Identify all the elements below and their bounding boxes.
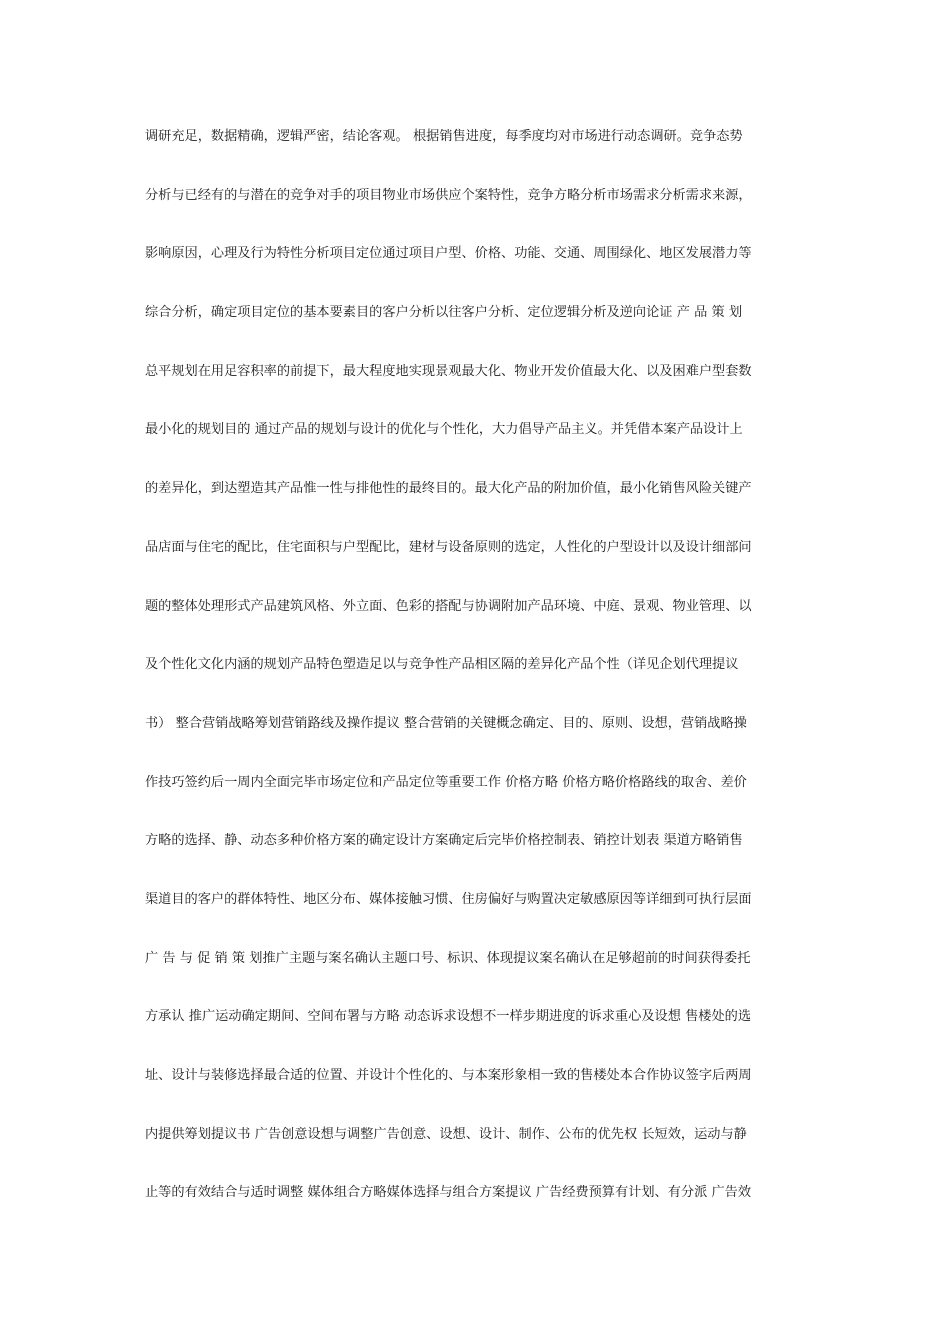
- paragraph-line: 内提供筹划提议书 广告创意设想与调整广告创意、设想、设计、制作、公布的优先权 长短效，运动与静: [145, 1126, 747, 1142]
- paragraph-line: 止等的有效结合与适时调整 媒体组合方略媒体选择与组合方案提议 广告经费预算有计划、有分派 广告效: [145, 1185, 752, 1201]
- paragraph-line: 总平规划在用足容积率的前提下，最大程度地实现景观最大化、物业开发价值最大化、以及困难户型套数: [145, 363, 752, 379]
- paragraph-line: 最小化的规划目的 通过产品的规划与设计的优化与个性化，大力倡导产品主义。并凭借本案产品设计上: [145, 422, 743, 438]
- paragraph-line: 方承认 推广运动确定期间、空间布署与方略 动态诉求设想不一样步期进度的诉求重心及设想 售楼处的选: [145, 1009, 752, 1025]
- paragraph-line: 书） 整合营销战略筹划营销路线及操作提议 整合营销的关键概念确定、目的、原则、设想，营销战略操: [145, 715, 747, 731]
- paragraph-line: 品店面与住宅的配比，住宅面积与户型配比，建材与设备原则的选定，人性化的户型设计以及设计细部问: [145, 539, 752, 555]
- paragraph-line: 题的整体处理形式产品建筑风格、外立面、色彩的搭配与协调附加产品环境、中庭、景观、物业管理、以: [145, 598, 752, 614]
- paragraph-line: 广 告 与 促 销 策 划推广主题与案名确认主题口号、标识、体现提议案名确认在足够超前的时间获得委托: [145, 950, 751, 966]
- paragraph-line: 综合分析，确定项目定位的基本要素目的客户分析以往客户分析、定位逻辑分析及逆向论证 产 品 策 划: [145, 305, 743, 321]
- paragraph-line: 影响原因，心理及行为特性分析项目定位通过项目户型、价格、功能、交通、周围绿化、地区发展潜力等: [145, 246, 752, 262]
- paragraph-line: 渠道目的客户的群体特性、地区分布、媒体接触习惯、住房偏好与购置决定敏感原因等详细到可执行层面: [145, 891, 752, 907]
- paragraph-line: 及个性化文化内涵的规划产品特色塑造足以与竞争性产品相区隔的差异化产品个性（详见企划代理提议: [145, 657, 739, 673]
- paragraph-line: 方略的选择、静、动态多种价格方案的确定设计方案确定后完毕价格控制表、销控计划表 渠道方略销售: [145, 833, 743, 849]
- paragraph-line: 址、设计与装修选择最合适的位置、并设计个性化的、与本案形象相一致的售楼处本合作协议签字后两周: [145, 1068, 752, 1083]
- document-body: [145, 124, 815, 1239]
- paragraph-line: 的差异化，到达塑造其产品惟一性与排他性的最终目的。最大化产品的附加价值，最小化销售风险关键产: [145, 481, 752, 497]
- paragraph-line: 分析与已经有的与潜在的竞争对手的项目物业市场供应个案特性，竞争方略分析市场需求分析需求来源，: [145, 187, 752, 203]
- paragraph-line: 调研充足，数据精确，逻辑严密，结论客观。 根据销售进度，每季度均对市场进行动态调研。竞争态势: [145, 129, 743, 144]
- paragraph-line: 作技巧签约后一周内全面完毕市场定位和产品定位等重要工作 价格方略 价格方略价格路线的取舍、差价: [145, 774, 747, 790]
